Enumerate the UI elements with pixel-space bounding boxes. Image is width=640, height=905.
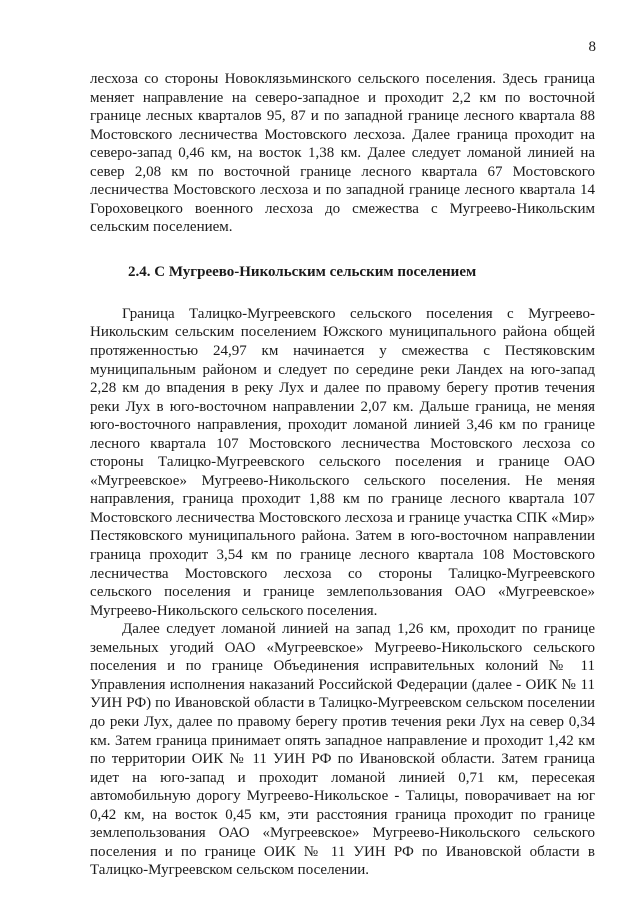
document-body bbox=[90, 70, 595, 880]
paragraph: Далее следует ломаной линией на запад 1,26 км, проходит по границе земельных угодий ОАО «Мугреевское» Мугреево-Никольского сельского поселения и по границе Объединения исправительных колоний № 11 Управления исполнения наказаний Российской Федерации (далее - ОИК № 11 УИН РФ) по Ивановской области в Талицко-Мугреевском сельском поселении до реки Лух, далее по правому берегу против течения реки Лух на север 0,34 км. Затем граница принимает опять западное направление и проходит 1,42 км по территории ОИК № 11 УИН РФ по Ивановской области. Затем граница идет на юго-запад и проходит ломаной линией 0,71 км, пересекая автомобильную дорогу Мугреево-Никольское - Талицы, поворачивает на юг 0,42 км, на восток 0,45 км, эти расстояния граница проходит по границе землепользования ОАО «Мугреевское» Мугреево-Никольского сельского поселения и по границе ОИК № 11 УИН РФ по Ивановской области в Талицко-Мугреевском сельском поселении. bbox=[90, 621, 595, 879]
paragraph-continuation: лесхоза со стороны Новоклязьминского сельского поселения. Здесь граница меняет направление на северо-западное и проходит 2,2 км по восточной границе лесных кварталов 95, 87 и по западной границе лесного квартала 88 Мостовского лесничества Мостовского лесхоза. Далее граница проходит на северо-запад 0,46 км, на восток 1,38 км. Далее следует ломаной линией на север 2,08 км по восточной границе лесного квартала 67 Мостовского лесничества Мостовского лесхоза и по западной границе лесного квартала 14 Гороховецкого военного лесхоза до смежества с Мугреево-Никольским сельским поселением. bbox=[90, 71, 595, 236]
section-heading: 2.4. С Мугреево-Никольским сельским поселением bbox=[128, 263, 477, 280]
paragraph: Граница Талицко-Мугреевского сельского поселения с Мугреево-Никольским сельским поселением Южского муниципального района общей протяженностью 24,97 км начинается у смежества с Пестяковским муниципальным районом и следует по середине реки Ландех на юго-запад 2,28 км до впадения в реку Лух и далее по правому берегу против течения реки Лух в юго-восточном направлении 2,07 км. Дальше граница, не меняя юго-восточного направления, проходит ломаной линией 3,46 км по границе лесного квартала 107 Мостовского лесничества Мостовского лесхоза со стороны Талицко-Мугреевского сельского поселения и границе ОАО «Мугреевское» Мугреево-Никольского сельского поселения. Не меняя направления, граница проходит 1,88 км по границе лесного квартала 107 Мостовского лесничества Мостовского лесхоза и границе участка СПК «Мир» Пестяковского муниципального района. Затем в юго-восточном направлении граница проходит 3,54 км по границе лесного квартала 108 Мостовского лесничества Мостовского лесхоза со стороны Талицко-Мугреевского сельского поселения и границе землепользования ОАО «Мугреевское» Мугреево-Никольского сельского поселения. bbox=[90, 305, 595, 619]
page-number: 8 bbox=[588, 39, 596, 55]
